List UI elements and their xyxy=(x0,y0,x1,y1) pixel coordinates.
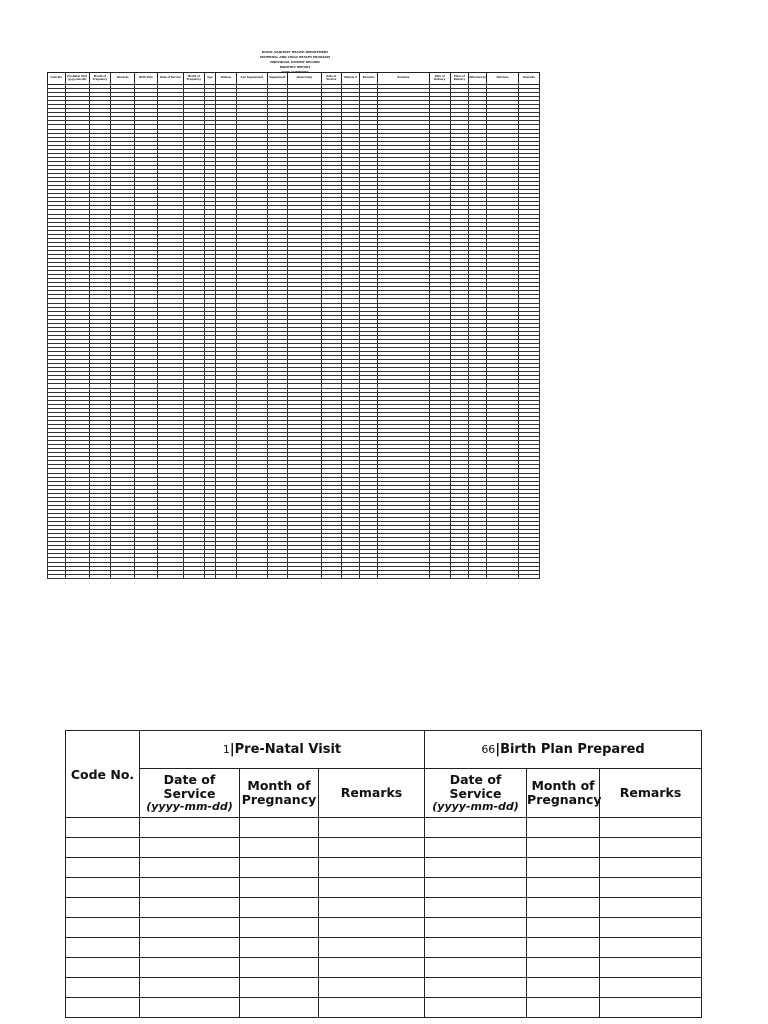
code-no-cell[interactable] xyxy=(66,978,140,998)
mini-column-header: Remarks xyxy=(377,73,429,85)
mini-column-header: Pre-Natal Visit (yyyy-mm-dd) xyxy=(65,73,89,85)
remarks-header: Remarks xyxy=(319,769,425,818)
form-entry-cell[interactable] xyxy=(425,938,527,958)
group-title: Birth Plan Prepared xyxy=(500,742,645,757)
mini-table-cell xyxy=(183,574,204,578)
mini-table-cell xyxy=(360,574,378,578)
mini-table-cell xyxy=(204,574,215,578)
form-column-header-row xyxy=(66,769,702,818)
form-entry-row xyxy=(66,958,702,978)
form-entry-cell[interactable] xyxy=(527,938,600,958)
form-entry-cell[interactable] xyxy=(600,978,702,998)
code-no-cell[interactable] xyxy=(66,878,140,898)
form-entry-cell[interactable] xyxy=(319,838,425,858)
form-entry-cell[interactable] xyxy=(600,818,702,838)
group-title: Pre-Natal Visit xyxy=(234,742,342,757)
form-entry-cell[interactable] xyxy=(425,918,527,938)
mini-table-cell xyxy=(135,574,158,578)
mini-column-header: Date of Service xyxy=(321,73,341,85)
mini-table-cell xyxy=(267,574,287,578)
mini-table-cell xyxy=(486,574,518,578)
mini-column-header: Month of Pregnancy xyxy=(89,73,111,85)
form-entry-row xyxy=(66,918,702,938)
form-entry-cell[interactable] xyxy=(240,978,319,998)
code-no-header: Code No. xyxy=(66,731,140,818)
form-entry-cell[interactable] xyxy=(319,858,425,878)
form-entry-row xyxy=(66,838,702,858)
form-entry-cell[interactable] xyxy=(600,998,702,1018)
form-entry-cell[interactable] xyxy=(140,878,240,898)
form-entry-cell[interactable] xyxy=(600,938,702,958)
form-entry-cell[interactable] xyxy=(425,998,527,1018)
code-no-cell[interactable] xyxy=(66,938,140,958)
mini-table-cell xyxy=(89,574,111,578)
form-entry-cell[interactable] xyxy=(425,838,527,858)
form-entry-cell[interactable] xyxy=(319,998,425,1018)
form-entry-cell[interactable] xyxy=(527,998,600,1018)
form-entry-cell[interactable] xyxy=(140,818,240,838)
date-of-service-header xyxy=(425,769,527,818)
mini-column-header: Age xyxy=(204,73,215,85)
mini-table-body xyxy=(48,85,540,579)
mini-column-header: Iron Supplement xyxy=(236,73,267,85)
form-entry-cell[interactable] xyxy=(140,898,240,918)
form-entry-cell[interactable] xyxy=(240,898,319,918)
mini-column-header: Remarks xyxy=(360,73,378,85)
mini-table-cell xyxy=(377,574,429,578)
form-entry-cell[interactable] xyxy=(319,878,425,898)
code-no-cell[interactable] xyxy=(66,898,140,918)
form-entry-row xyxy=(66,818,702,838)
month-of-pregnancy-header: Month of Pregnancy xyxy=(240,769,319,818)
mini-column-header: Date of Delivery xyxy=(429,73,450,85)
mini-column-header: Month of Pregnancy xyxy=(183,73,204,85)
form-entry-cell[interactable] xyxy=(140,858,240,878)
form-entry-row xyxy=(66,978,702,998)
form-entry-cell[interactable] xyxy=(140,838,240,858)
pre-natal-visit-group-header: 1|Pre-Natal Visit xyxy=(140,731,425,769)
form-entry-cell[interactable] xyxy=(319,898,425,918)
date-format-hint: (yyyy-mm-dd) xyxy=(432,800,519,813)
form-entry-cell[interactable] xyxy=(319,818,425,838)
month-of-pregnancy-header: Month of Pregnancy xyxy=(527,769,600,818)
form-entry-row xyxy=(66,938,702,958)
mini-header-line: MONTHLY REPORT xyxy=(279,65,311,69)
column-label: Date of Service xyxy=(163,772,216,801)
form-entry-row xyxy=(66,878,702,898)
form-entry-cell[interactable] xyxy=(319,958,425,978)
mini-table-cell xyxy=(321,574,341,578)
mini-table-cell xyxy=(111,574,135,578)
form-entry-cell[interactable] xyxy=(425,818,527,838)
mini-column-header: Code No. xyxy=(48,73,66,85)
form-entry-cell[interactable] xyxy=(527,898,600,918)
mini-table-cell xyxy=(519,574,540,578)
group-number: 1 xyxy=(222,743,230,756)
form-entry-cell[interactable] xyxy=(425,878,527,898)
form-entry-cell[interactable] xyxy=(140,958,240,978)
mini-table-header-row xyxy=(48,73,540,85)
form-entry-cell[interactable] xyxy=(240,998,319,1018)
form-entry-cell[interactable] xyxy=(527,878,600,898)
form-entry-cell[interactable] xyxy=(425,898,527,918)
mini-table-cell xyxy=(48,574,66,578)
form-entry-cell[interactable] xyxy=(600,898,702,918)
group-number: 66 xyxy=(481,743,496,756)
mini-table-cell xyxy=(341,574,360,578)
form-entry-cell[interactable] xyxy=(527,918,600,938)
date-format-hint: (yyyy-mm-dd) xyxy=(146,800,233,813)
mini-header-line: RURAL SANITARY HEALTH DEPARTMENT xyxy=(261,50,329,54)
mini-column-header: Birth Plan xyxy=(135,73,158,85)
form-entry-cell[interactable] xyxy=(527,958,600,978)
form-group-header-row xyxy=(66,731,702,769)
code-no-cell[interactable] xyxy=(66,838,140,858)
mini-column-header: Place of Delivery xyxy=(450,73,469,85)
mini-table-cell xyxy=(450,574,469,578)
code-no-cell[interactable] xyxy=(66,818,140,838)
column-label: Date of Service xyxy=(449,772,502,801)
form-entry-cell[interactable] xyxy=(425,958,527,978)
form-entry-cell[interactable] xyxy=(140,998,240,1018)
form-entry-cell[interactable] xyxy=(527,838,600,858)
mini-column-header: Outcome xyxy=(486,73,518,85)
mini-table-cell xyxy=(65,574,89,578)
form-entry-cell[interactable] xyxy=(240,958,319,978)
form-entry-cell[interactable] xyxy=(600,918,702,938)
form-entry-cell[interactable] xyxy=(240,878,319,898)
form-entry-cell[interactable] xyxy=(527,858,600,878)
mini-header-line: DATA SUMMARY xyxy=(281,70,309,74)
mini-header-line: INDIVIDUAL PATIENT RECORD xyxy=(270,60,320,64)
form-entry-row xyxy=(66,898,702,918)
form-entry-cell[interactable] xyxy=(140,918,240,938)
form-entry-cell[interactable] xyxy=(140,938,240,958)
remarks-header: Remarks xyxy=(600,769,702,818)
mini-form-table xyxy=(47,72,540,579)
form-entry-row xyxy=(66,998,702,1018)
mini-column-header: Date of Service xyxy=(157,73,183,85)
code-no-cell[interactable] xyxy=(66,958,140,978)
mini-column-header: Attended by xyxy=(469,73,487,85)
code-no-cell[interactable] xyxy=(66,858,140,878)
form-entry-cell[interactable] xyxy=(240,918,319,938)
birth-plan-group-header: 66|Birth Plan Prepared xyxy=(425,731,702,769)
form-entry-row xyxy=(66,858,702,878)
form-entry-cell[interactable] xyxy=(600,858,702,878)
form-entry-cell[interactable] xyxy=(425,978,527,998)
date-of-service-header xyxy=(140,769,240,818)
code-no-cell[interactable] xyxy=(66,998,140,1018)
mini-table-row xyxy=(48,574,540,578)
form-entry-cell[interactable] xyxy=(600,838,702,858)
mini-table-cell xyxy=(216,574,237,578)
mini-table-cell xyxy=(287,574,321,578)
mini-table-cell xyxy=(157,574,183,578)
mini-column-header: Remarks xyxy=(519,73,540,85)
form-entry-cell[interactable] xyxy=(140,978,240,998)
form-table-body xyxy=(66,818,702,1018)
form-entry-cell[interactable] xyxy=(240,818,319,838)
mini-column-header: Tetanus xyxy=(216,73,237,85)
form-entry-cell[interactable] xyxy=(425,858,527,878)
form-table xyxy=(65,730,702,1018)
form-entry-cell[interactable] xyxy=(600,958,702,978)
form-entry-cell[interactable] xyxy=(600,878,702,898)
mini-table-cell xyxy=(236,574,267,578)
mini-column-header: Deworming xyxy=(287,73,321,85)
mini-table-cell xyxy=(469,574,487,578)
mini-column-header: Vitamin A xyxy=(341,73,360,85)
form-entry-cell[interactable] xyxy=(527,978,600,998)
code-no-cell[interactable] xyxy=(66,918,140,938)
mini-table-cell xyxy=(429,574,450,578)
form-entry-cell[interactable] xyxy=(527,818,600,838)
mini-header-line: MATERNAL AND CHILD HEALTH PROGRAM xyxy=(260,55,330,59)
form-entry-cell[interactable] xyxy=(319,938,425,958)
mini-column-header: Supplement xyxy=(267,73,287,85)
form-entry-cell[interactable] xyxy=(319,918,425,938)
form-entry-cell[interactable] xyxy=(240,838,319,858)
form-entry-cell[interactable] xyxy=(319,978,425,998)
mini-column-header: Remarks xyxy=(111,73,135,85)
form-entry-cell[interactable] xyxy=(240,938,319,958)
form-entry-cell[interactable] xyxy=(240,858,319,878)
